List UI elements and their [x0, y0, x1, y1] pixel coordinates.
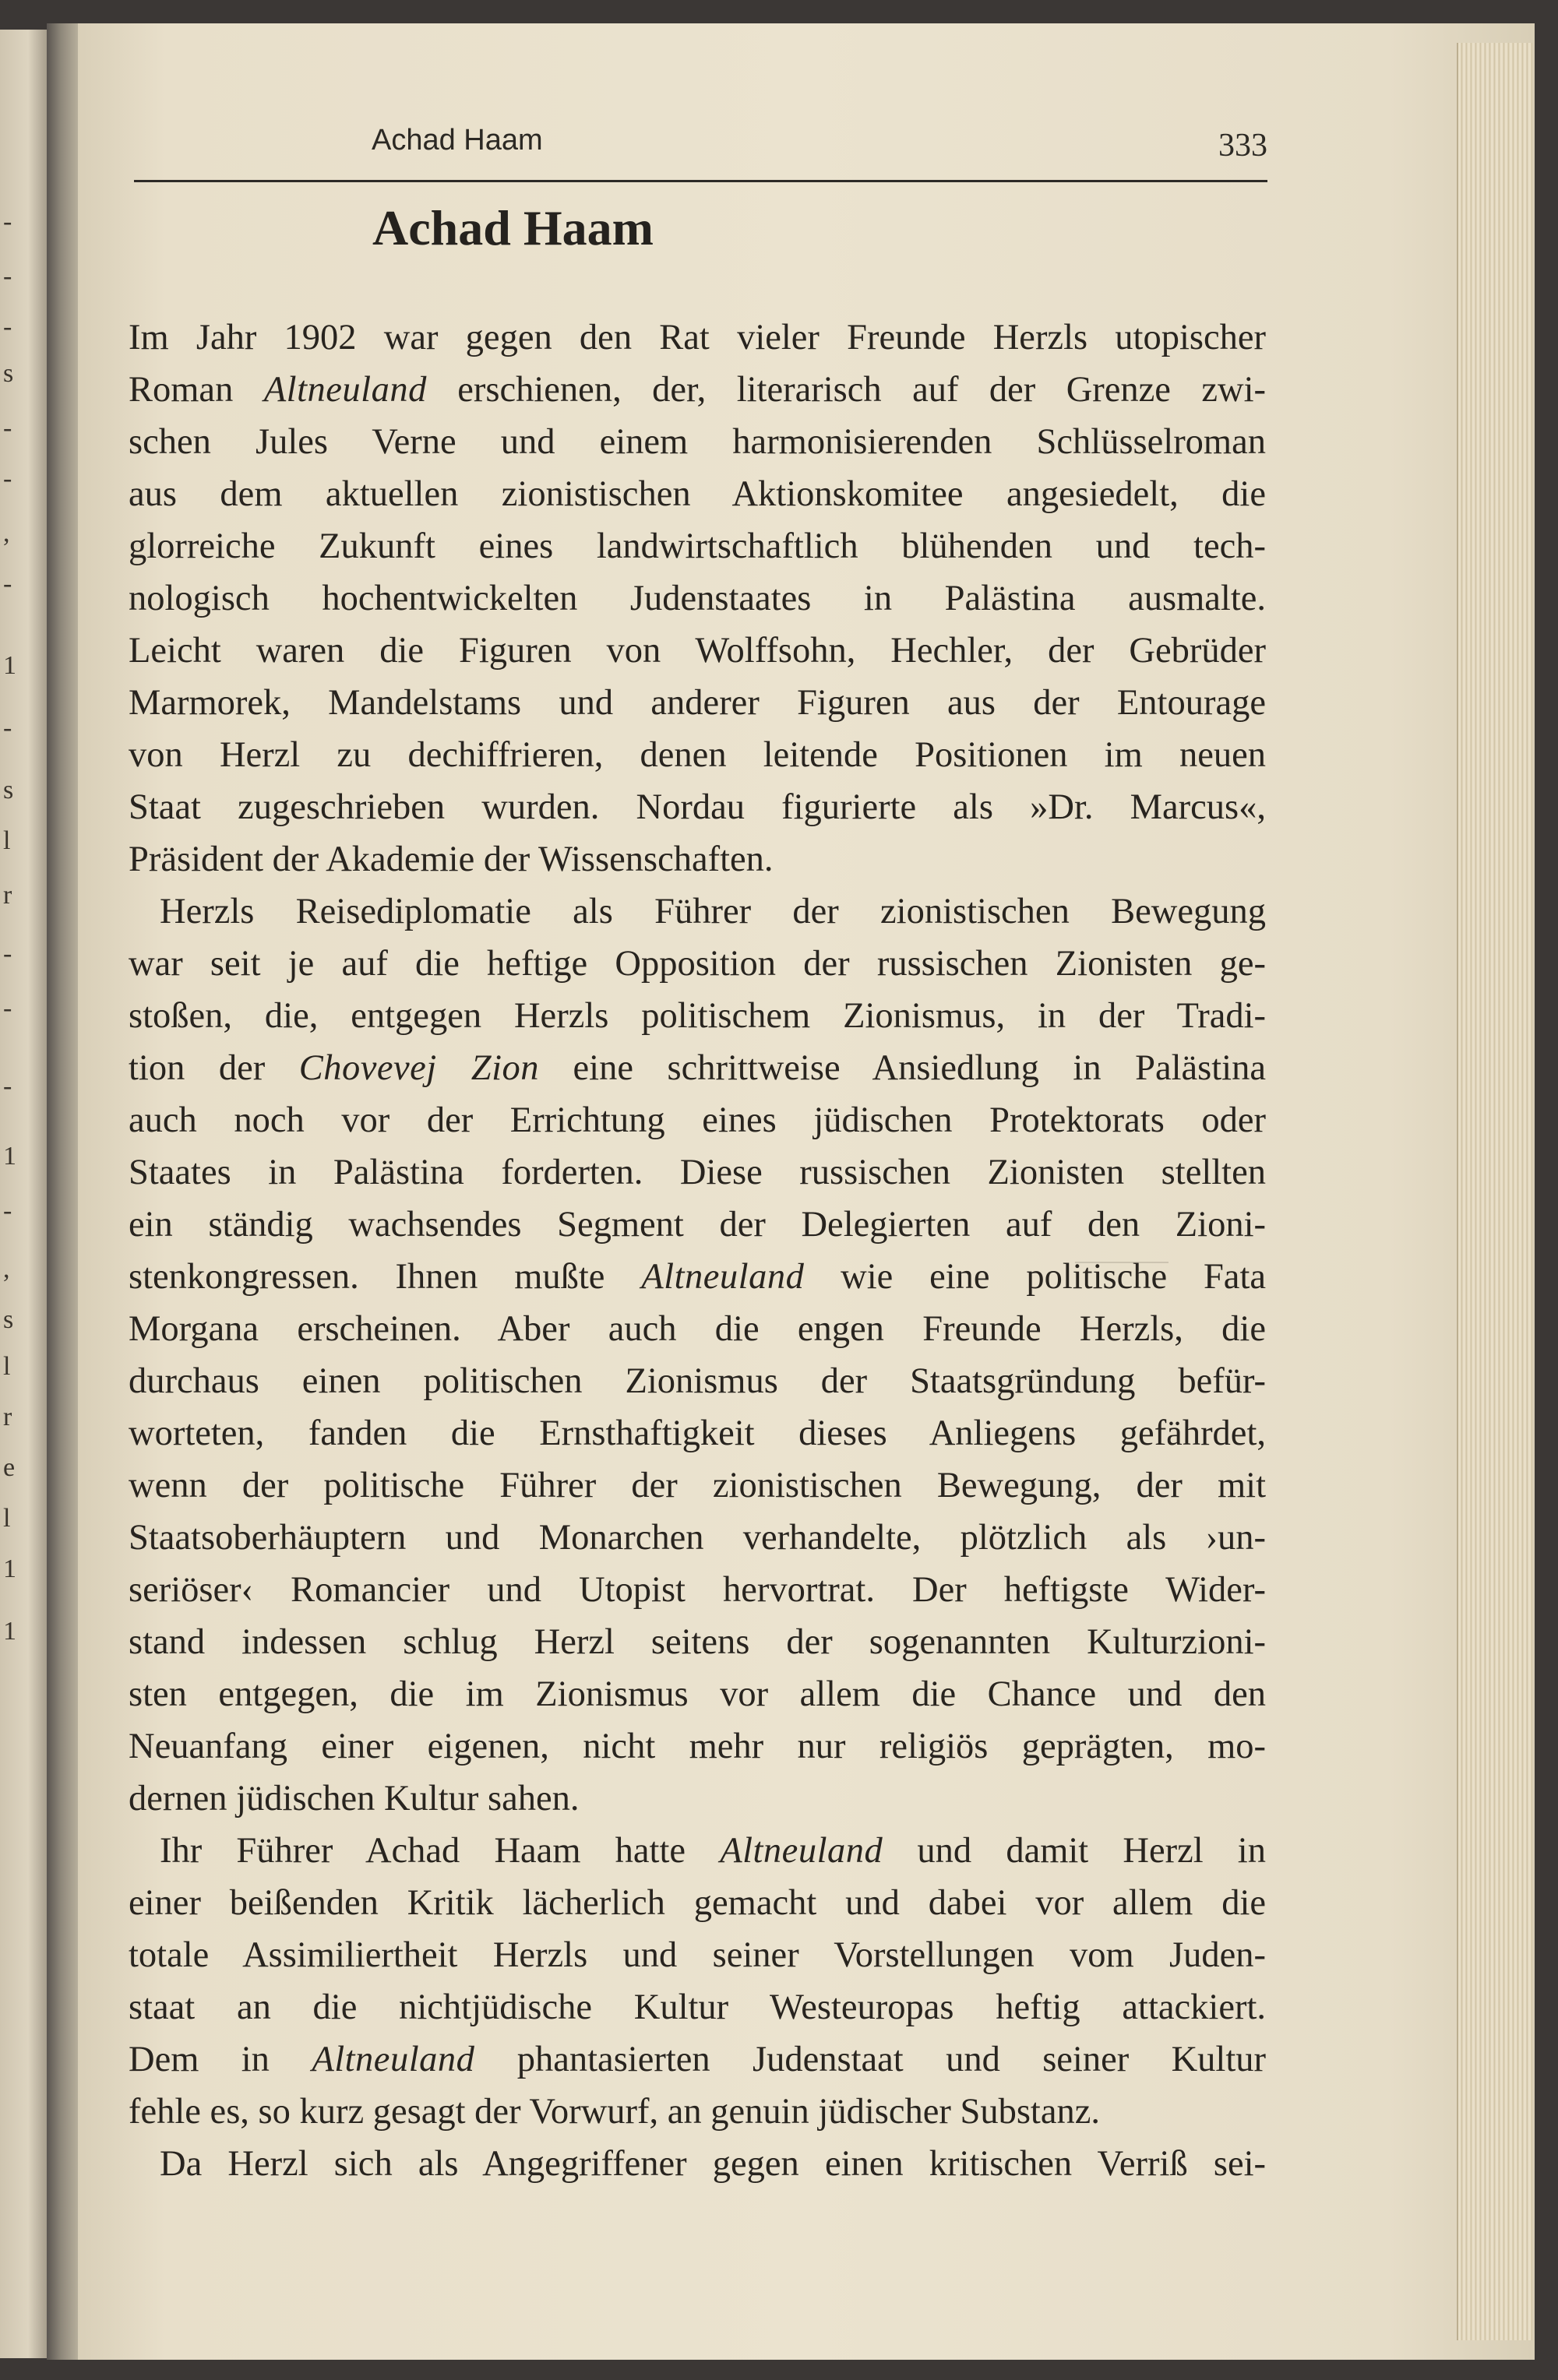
text-line	[129, 1355, 1266, 1407]
text-line	[129, 312, 1266, 364]
text-run: aus dem aktuellen zionistischen Aktionskomitee angesiedelt, die	[129, 474, 1266, 514]
facing-page-char: s	[3, 776, 14, 804]
text-run: staat an die nichtjüdische Kultur Westeuropas heftig attackiert.	[129, 1987, 1266, 2027]
facing-page-char: l	[3, 826, 11, 855]
text-run: einer beißenden Kritik lächerlich gemacht und dabei vor allem die	[129, 1883, 1266, 1923]
text-run: Roman	[129, 370, 264, 410]
text-line	[129, 1512, 1266, 1564]
text-line	[129, 1616, 1266, 1668]
facing-page-char: -	[3, 1072, 12, 1100]
italic-title: Chovevej Zion	[298, 1048, 540, 1088]
text-line	[129, 1094, 1266, 1146]
text-line	[129, 729, 1266, 781]
text-run: Staatsoberhäuptern und Monarchen verhandelte, plötzlich als ›un-	[129, 1518, 1266, 1558]
paragraph	[129, 2138, 1266, 2190]
text-line	[129, 938, 1266, 990]
facing-page-char: -	[3, 939, 12, 968]
italic-title: Altneuland	[263, 370, 427, 410]
text-line	[129, 2033, 1266, 2086]
text-run: tion der	[129, 1048, 299, 1088]
facing-page-char: -	[3, 207, 12, 236]
text-run: Leicht waren die Figuren von Wolffsohn, Hechler, der Gebrüder	[129, 631, 1266, 671]
text-line	[129, 1981, 1266, 2033]
text-run: war seit je auf die heftige Opposition der russischen Zionisten ge-	[129, 944, 1266, 984]
paragraph	[129, 312, 1266, 885]
page-number: 333	[1218, 128, 1267, 164]
text-run: sten entgegen, die im Zionismus vor allem die Chance und den	[129, 1674, 1266, 1714]
text-run: worteten, fanden die Ernsthaftigkeit dieses Anliegens gefährdet,	[129, 1414, 1266, 1453]
text-line	[129, 1929, 1266, 1981]
text-run: Neuanfang einer eigenen, nicht mehr nur religiös geprägten, mo-	[129, 1727, 1266, 1766]
facing-page-char: r	[3, 1403, 12, 1431]
facing-page-char: l	[3, 1352, 11, 1381]
text-run: phantasierten Judenstaat und seiner Kultur	[474, 2040, 1267, 2079]
text-line	[129, 885, 1266, 938]
text-run: und damit Herzl in	[883, 1831, 1266, 1871]
facing-page-char: -	[3, 569, 12, 598]
facing-page-char: s	[3, 359, 14, 388]
text-line	[129, 416, 1266, 468]
running-head-title: Achad Haam	[372, 124, 543, 157]
text-run: Morgana erscheinen. Aber auch die engen Freunde Herzls, die	[129, 1309, 1266, 1349]
text-line	[129, 1877, 1266, 1929]
text-run: ein ständig wachsendes Segment der Delegierten auf den Zioni-	[129, 1205, 1266, 1245]
text-run: glorreiche Zukunft eines landwirtschaftlich blühenden und tech-	[129, 526, 1266, 566]
text-run: fehle es, so kurz gesagt der Vorwurf, an genuin jüdischer Substanz.	[129, 2092, 1101, 2132]
paragraph	[129, 885, 1266, 1825]
text-run: stoßen, die, entgegen Herzls politischem Zionismus, in der Tradi-	[129, 996, 1266, 1036]
text-run: auch noch vor der Errichtung eines jüdischen Protektorats oder	[129, 1100, 1266, 1140]
text-run: Im Jahr 1902 war gegen den Rat vieler Freunde Herzls utopischer	[129, 318, 1266, 357]
facing-page-char: ,	[3, 519, 10, 547]
text-run: dernen jüdischen Kultur sahen.	[129, 1779, 580, 1818]
text-line	[129, 572, 1266, 625]
italic-title: Altneuland	[312, 2040, 475, 2079]
text-line	[129, 833, 1266, 885]
text-run: eine schrittweise Ansiedlung in Palästina	[539, 1048, 1266, 1088]
text-line	[129, 468, 1266, 520]
body-text	[129, 312, 1266, 2190]
facing-page-char: -	[3, 262, 12, 290]
text-line	[129, 1668, 1266, 1720]
text-run: Herzls Reisediplomatie als Führer der zionistischen Bewegung	[160, 892, 1266, 931]
text-run: erschienen, der, literarisch auf der Grenze zwi-	[426, 370, 1266, 410]
facing-page-edge	[0, 30, 47, 2358]
text-line	[129, 1825, 1266, 1877]
text-line	[129, 1303, 1266, 1355]
text-run: Staat zugeschrieben wurden. Nordau figurierte als »Dr. Marcus«,	[129, 787, 1266, 827]
chapter-title: Achad Haam	[372, 200, 654, 255]
paragraph	[129, 1825, 1266, 2138]
facing-page-char: s	[3, 1305, 14, 1334]
text-line	[129, 364, 1266, 416]
text-run: totale Assimiliertheit Herzls und seiner Vorstellungen vom Juden-	[129, 1935, 1266, 1975]
text-line	[129, 625, 1266, 677]
text-run: durchaus einen politischen Zionismus der Staatsgründung befür-	[129, 1361, 1266, 1401]
text-run: Präsident der Akademie der Wissenschaften.	[129, 840, 774, 879]
text-line	[129, 1773, 1266, 1825]
text-run: wenn der politische Führer der zionistischen Bewegung, der mit	[129, 1466, 1266, 1505]
text-line	[129, 781, 1266, 833]
text-run: Da Herzl sich als Angegriffener gegen einen kritischen Verriß sei-	[160, 2144, 1266, 2184]
text-line	[129, 1564, 1266, 1616]
text-run: stenkongressen. Ihnen mußte	[129, 1257, 642, 1297]
text-line	[129, 1251, 1266, 1303]
facing-page-char: ,	[3, 1255, 10, 1283]
text-line	[129, 1042, 1266, 1094]
text-line	[129, 2086, 1266, 2138]
text-line	[129, 1720, 1266, 1773]
text-run: von Herzl zu dechiffrieren, denen leitende Positionen im neuen	[129, 735, 1266, 775]
text-line	[129, 2138, 1266, 2190]
facing-page-char: -	[3, 1196, 12, 1225]
text-run: stand indessen schlug Herzl seitens der sogenannten Kulturzioni-	[129, 1622, 1266, 1662]
text-line	[129, 677, 1266, 729]
text-run: wie eine politische Fata	[804, 1257, 1266, 1297]
text-run: Marmorek, Mandelstams und anderer Figuren aus der Entourage	[129, 683, 1266, 723]
page-stack-edge	[1457, 43, 1532, 2340]
facing-page-char: l	[3, 1504, 11, 1533]
text-line	[129, 1407, 1266, 1459]
facing-page-char: -	[3, 312, 12, 341]
faint-mark	[1075, 1262, 1168, 1263]
text-line	[129, 1459, 1266, 1512]
facing-page-char: r	[3, 881, 12, 910]
facing-page-char: e	[3, 1453, 16, 1482]
text-line	[129, 990, 1266, 1042]
text-line	[129, 1199, 1266, 1251]
facing-page-char: 1	[3, 1142, 16, 1171]
text-run: Dem in	[129, 2040, 312, 2079]
text-line	[129, 1146, 1266, 1199]
facing-page-char: 1	[3, 1617, 16, 1646]
text-run: Staates in Palästina forderten. Diese russischen Zionisten stellten	[129, 1153, 1266, 1192]
facing-page-char: 1	[3, 1554, 16, 1583]
text-run: Ihr Führer Achad Haam hatte	[160, 1831, 721, 1871]
text-run: seriöser‹ Romancier und Utopist hervortrat. Der heftigste Wider-	[129, 1570, 1266, 1610]
facing-page-char: -	[3, 994, 12, 1023]
facing-page-char: -	[3, 464, 12, 493]
text-line	[129, 520, 1266, 572]
facing-page-char: -	[3, 713, 12, 742]
text-run: schen Jules Verne und einem harmonisierenden Schlüsselroman	[129, 422, 1266, 462]
facing-page-char: 1	[3, 651, 16, 680]
text-run: nologisch hochentwickelten Judenstaates in Palästina ausmalte.	[129, 579, 1266, 618]
running-head	[134, 113, 1267, 182]
italic-title: Altneuland	[641, 1257, 805, 1297]
facing-page-char: -	[3, 414, 12, 442]
italic-title: Altneuland	[720, 1831, 883, 1871]
